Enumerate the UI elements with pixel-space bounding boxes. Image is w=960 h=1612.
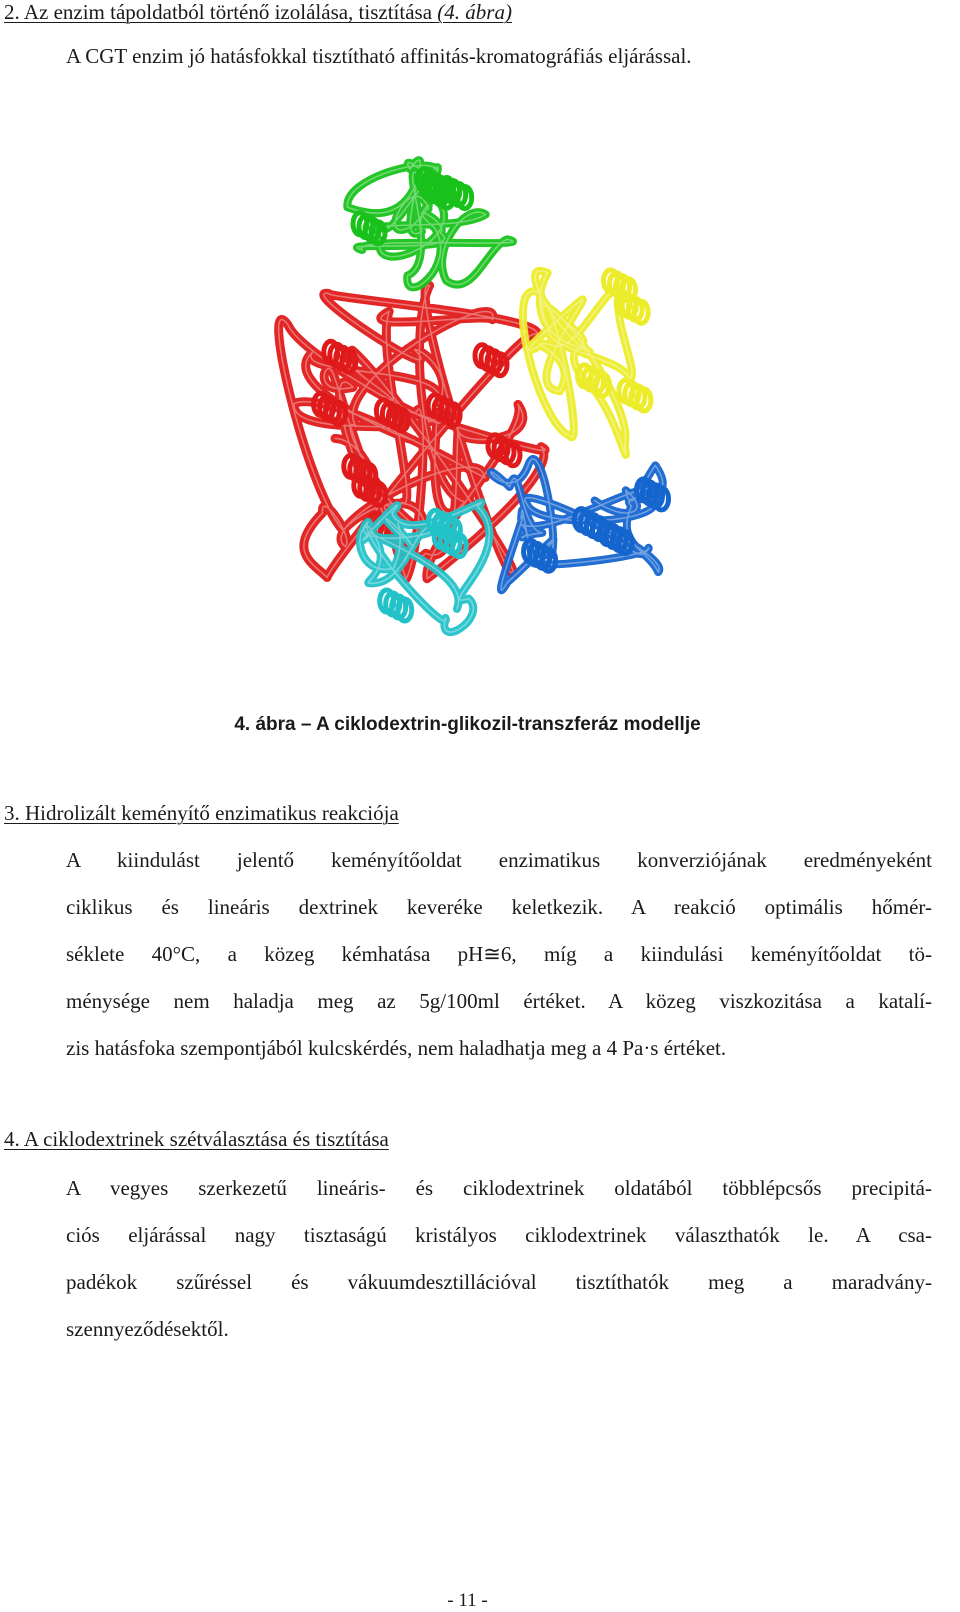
section-4-heading: 4. A ciklodextrinek szétválasztása és tisztítása xyxy=(4,1127,389,1151)
section-3-line-1: A kiindulást jelentő keményítőoldat enzimatikus konverziójának eredményeként xyxy=(66,848,932,872)
domain-d-ribbon xyxy=(491,459,669,590)
figure-reference: (4. ábra) xyxy=(437,0,512,24)
section-3-paragraph xyxy=(66,837,932,1072)
protein-ribbon-figure xyxy=(240,130,700,670)
section-2-text: A CGT enzim jó hatásfokkal tisztítható affinitás-kromatográfiás eljárással. xyxy=(66,44,692,68)
section-3-heading: 3. Hidrolizált keményítő enzimatikus reakciója xyxy=(4,801,399,825)
section-3-line-2: ciklikus és lineáris dextrinek keveréke keletkezik. A reakció optimális hőmér- xyxy=(66,895,932,919)
section-3-line-5: zis hatásfoka szempontjából kulcskérdés, nem haladhatja meg a 4 Pa·s értéket. xyxy=(66,1036,727,1060)
section-4-line-2: ciós eljárással nagy tisztaságú kristályos ciklodextrinek választhatók le. A csa- xyxy=(66,1223,932,1247)
section-2-heading xyxy=(4,0,512,25)
section-4-line-3: padékok szűréssel és vákuumdesztillációval tisztíthatók meg a maradvány- xyxy=(66,1270,932,1294)
section-3-line-3: séklete 40°C, a közeg kémhatása pH≅6, míg a kiindulási keményítőoldat tö- xyxy=(66,942,932,966)
section-3-line-4: ménysége nem haladja meg az 5g/100ml értéket. A közeg viszkozitása a katalí- xyxy=(66,989,932,1013)
section-4-paragraph xyxy=(66,1165,932,1353)
section-2-heading-text: 2. Az enzim tápoldatból történő izolálása, tisztítása xyxy=(4,0,438,24)
page-number: - 11 - xyxy=(447,1590,488,1611)
domain-b-ribbon xyxy=(347,160,513,287)
section-4-line-4: szennyeződésektől. xyxy=(66,1317,229,1341)
domain-c-ribbon xyxy=(523,270,651,455)
figure-caption: 4. ábra – A ciklodextrin-glikozil-transzferáz modellje xyxy=(234,714,701,735)
section-4-line-1: A vegyes szerkezetű lineáris- és ciklodextrinek oldatából többlépcsős precipitá- xyxy=(66,1176,932,1200)
protein-ribbon-illustration xyxy=(240,130,700,670)
